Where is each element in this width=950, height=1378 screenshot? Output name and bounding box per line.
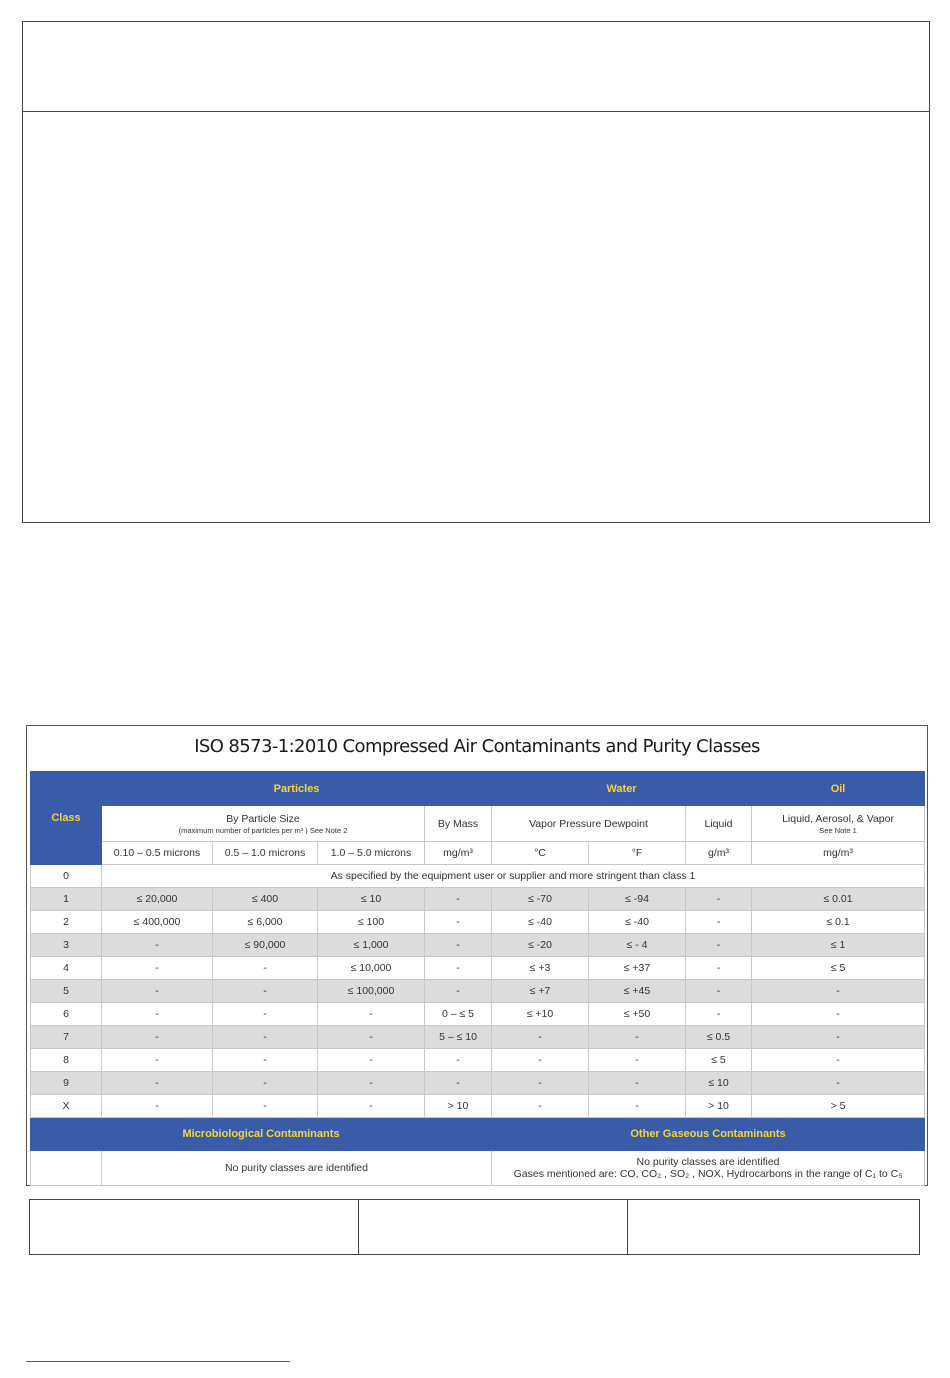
class-0-text: As specified by the equipment user or supplier and more stringent than class 1: [102, 865, 925, 888]
table-cell: ≤ 1,000: [318, 934, 425, 957]
table-cell: -: [492, 1049, 589, 1072]
table-body: [31, 888, 925, 1118]
table-cell: ≤ - 4: [589, 934, 686, 957]
units-row: [31, 842, 925, 865]
unit-cell: 0.5 – 1.0 microns: [213, 842, 318, 865]
table-cell: -: [213, 1026, 318, 1049]
liquid-header: Liquid: [686, 806, 752, 842]
footnote-separator: [26, 1361, 290, 1362]
table-cell: -: [492, 1095, 589, 1118]
table-cell: -: [752, 1003, 925, 1026]
table-cell: ≤ 100,000: [318, 980, 425, 1003]
table-cell: ≤ 90,000: [213, 934, 318, 957]
table-cell: > 10: [686, 1095, 752, 1118]
table-cell: -: [102, 934, 213, 957]
oil-sub-header: [752, 806, 925, 842]
table-cell: ≤ 10: [318, 888, 425, 911]
class-cell: 0: [31, 865, 102, 888]
table-cell: -: [425, 888, 492, 911]
gaseous-text-line1: No purity classes are identified: [636, 1156, 780, 1168]
table-cell: -: [492, 1026, 589, 1049]
table-cell: -: [589, 1026, 686, 1049]
footer-empty-cell: [31, 1151, 102, 1186]
table-row: [31, 934, 925, 957]
header-row-2: [31, 806, 925, 842]
table-cell: -: [318, 1072, 425, 1095]
gaseous-text: [492, 1151, 925, 1186]
bottom-cell: [30, 1200, 359, 1254]
table-cell: ≤ -94: [589, 888, 686, 911]
microbiological-text: No purity classes are identified: [102, 1151, 492, 1186]
unit-cell: 1.0 – 5.0 microns: [318, 842, 425, 865]
table-cell: -: [686, 888, 752, 911]
iso-purity-table: [30, 771, 925, 1186]
table-cell: -: [589, 1072, 686, 1095]
water-header: Water: [492, 772, 752, 806]
table-cell: ≤ +7: [492, 980, 589, 1003]
table-row: [31, 1072, 925, 1095]
table-cell: -: [102, 1072, 213, 1095]
top-box-divider: [23, 111, 929, 112]
table-cell: -: [318, 1026, 425, 1049]
table-row: [31, 1026, 925, 1049]
table-cell: -: [425, 934, 492, 957]
by-particle-size-note: (maximum number of particles per m³ ) See Note 2: [178, 826, 348, 835]
unit-cell: °C: [492, 842, 589, 865]
table-cell: -: [686, 1003, 752, 1026]
table-cell: ≤ +45: [589, 980, 686, 1003]
table-cell: -: [213, 1049, 318, 1072]
iso-table-figure: [26, 725, 928, 1186]
oil-header: Oil: [752, 772, 925, 806]
table-cell: ≤ +10: [492, 1003, 589, 1026]
oil-sub-label: Liquid, Aerosol, & Vapor: [782, 813, 894, 825]
table-cell: -: [318, 1049, 425, 1072]
table-cell: -: [589, 1049, 686, 1072]
table-cell: -: [102, 957, 213, 980]
class-cell: 9: [31, 1072, 102, 1095]
by-particle-size-header: [102, 806, 425, 842]
table-cell: > 10: [425, 1095, 492, 1118]
table-row: [31, 957, 925, 980]
table-cell: ≤ +37: [589, 957, 686, 980]
vapor-pressure-header: Vapor Pressure Dewpoint: [492, 806, 686, 842]
table-cell: -: [213, 1072, 318, 1095]
table-cell: ≤ -20: [492, 934, 589, 957]
table-row: [31, 980, 925, 1003]
particles-header: Particles: [102, 772, 492, 806]
unit-cell: 0.10 – 0.5 microns: [102, 842, 213, 865]
table-cell: -: [752, 1049, 925, 1072]
bottom-cell: [358, 1200, 628, 1254]
table-cell: -: [213, 980, 318, 1003]
by-mass-header: By Mass: [425, 806, 492, 842]
footer-header-row: [31, 1118, 925, 1151]
table-cell: ≤ 100: [318, 911, 425, 934]
class-cell: X: [31, 1095, 102, 1118]
table-cell: -: [425, 957, 492, 980]
table-row: [31, 888, 925, 911]
table-cell: ≤ 5: [752, 957, 925, 980]
table-cell: 5 – ≤ 10: [425, 1026, 492, 1049]
table-cell: ≤ 5: [686, 1049, 752, 1072]
table-cell: -: [102, 1049, 213, 1072]
table-cell: -: [213, 1095, 318, 1118]
footer-row: [31, 1151, 925, 1186]
table-cell: ≤ 0.01: [752, 888, 925, 911]
table-cell: -: [318, 1095, 425, 1118]
table-cell: 0 – ≤ 5: [425, 1003, 492, 1026]
table-cell: -: [425, 1049, 492, 1072]
by-particle-size-label: By Particle Size: [226, 813, 300, 825]
table-cell: -: [686, 957, 752, 980]
table-row: [31, 1003, 925, 1026]
unit-cell: °F: [589, 842, 686, 865]
table-cell: -: [686, 934, 752, 957]
unit-cell: mg/m³: [425, 842, 492, 865]
class-cell: 6: [31, 1003, 102, 1026]
table-cell: -: [318, 1003, 425, 1026]
table-cell: > 5: [752, 1095, 925, 1118]
oil-sub-note: See Note 1: [819, 826, 857, 835]
table-cell: ≤ 400: [213, 888, 318, 911]
table-cell: -: [752, 1072, 925, 1095]
table-cell: ≤ 1: [752, 934, 925, 957]
table-cell: -: [752, 1026, 925, 1049]
table-cell: -: [213, 957, 318, 980]
table-cell: ≤ 20,000: [102, 888, 213, 911]
table-cell: -: [213, 1003, 318, 1026]
table-cell: -: [686, 980, 752, 1003]
class-0-row: [31, 865, 925, 888]
table-row: [31, 1049, 925, 1072]
class-cell: 4: [31, 957, 102, 980]
microbiological-header: Microbiological Contaminants: [31, 1118, 492, 1151]
top-empty-box: [22, 21, 930, 523]
table-cell: -: [686, 911, 752, 934]
table-cell: ≤ -40: [492, 911, 589, 934]
table-cell: -: [492, 1072, 589, 1095]
table-cell: ≤ -40: [589, 911, 686, 934]
table-cell: ≤ +50: [589, 1003, 686, 1026]
bottom-empty-row: [29, 1199, 920, 1255]
gaseous-header: Other Gaseous Contaminants: [492, 1118, 925, 1151]
table-cell: -: [425, 980, 492, 1003]
table-cell: -: [102, 1026, 213, 1049]
header-row-1: [31, 772, 925, 806]
table-cell: -: [102, 1095, 213, 1118]
table-cell: -: [102, 980, 213, 1003]
class-cell: 2: [31, 911, 102, 934]
class-cell: 8: [31, 1049, 102, 1072]
table-cell: ≤ 10: [686, 1072, 752, 1095]
class-header: Class: [31, 772, 102, 865]
table-cell: -: [425, 911, 492, 934]
table-cell: ≤ 0.5: [686, 1026, 752, 1049]
unit-cell: g/m³: [686, 842, 752, 865]
table-cell: -: [589, 1095, 686, 1118]
gaseous-text-line2: Gases mentioned are: CO, CO₂ , SO₂ , NOX, Hydrocarbons in the range of C₁ to C₅: [513, 1168, 903, 1180]
table-cell: -: [752, 980, 925, 1003]
table-title: ISO 8573-1:2010 Compressed Air Contaminants and Purity Classes: [194, 736, 760, 757]
class-cell: 5: [31, 980, 102, 1003]
table-cell: ≤ 0.1: [752, 911, 925, 934]
table-cell: -: [102, 1003, 213, 1026]
table-row: [31, 1095, 925, 1118]
table-cell: ≤ +3: [492, 957, 589, 980]
class-cell: 7: [31, 1026, 102, 1049]
table-cell: ≤ 400,000: [102, 911, 213, 934]
table-cell: ≤ -70: [492, 888, 589, 911]
class-cell: 1: [31, 888, 102, 911]
class-cell: 3: [31, 934, 102, 957]
table-cell: -: [425, 1072, 492, 1095]
table-cell: ≤ 10,000: [318, 957, 425, 980]
table-row: [31, 911, 925, 934]
unit-cell: mg/m³: [752, 842, 925, 865]
table-cell: ≤ 6,000: [213, 911, 318, 934]
